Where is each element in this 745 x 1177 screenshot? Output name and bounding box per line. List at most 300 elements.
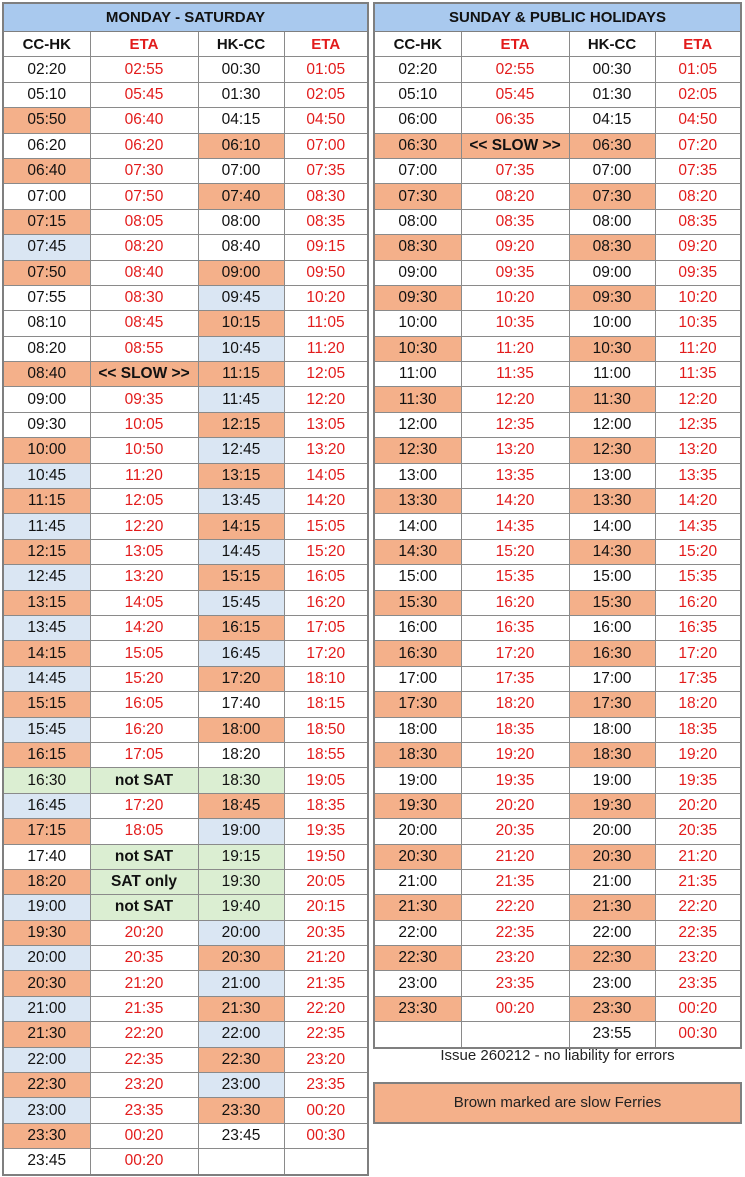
cc-hk-eta: 06:20 xyxy=(90,133,198,158)
hk-cc-departure: 15:00 xyxy=(569,565,655,590)
hk-cc-eta: 12:20 xyxy=(655,387,740,412)
cc-hk-eta: 22:35 xyxy=(90,1047,198,1072)
table-row xyxy=(4,235,367,260)
hk-cc-eta: 13:20 xyxy=(284,438,367,463)
hk-cc-departure: 09:30 xyxy=(569,285,655,310)
hk-cc-departure: 23:55 xyxy=(569,1022,655,1047)
cc-hk-departure: 23:30 xyxy=(375,996,461,1021)
hk-cc-departure: 19:00 xyxy=(569,768,655,793)
cc-hk-eta: 05:45 xyxy=(461,82,569,107)
table-row xyxy=(4,463,367,488)
table-row xyxy=(375,463,740,488)
cc-hk-eta: 17:35 xyxy=(461,666,569,691)
hk-cc-departure: 10:45 xyxy=(198,336,284,361)
cc-hk-departure: 17:40 xyxy=(4,844,90,869)
cc-hk-eta: 00:20 xyxy=(90,1149,198,1174)
cc-hk-departure: 23:00 xyxy=(4,1098,90,1123)
cc-hk-eta: 06:35 xyxy=(461,108,569,133)
table-row xyxy=(375,793,740,818)
cc-hk-departure: 06:30 xyxy=(375,133,461,158)
cc-hk-departure: 18:00 xyxy=(375,717,461,742)
cc-hk-eta: 14:20 xyxy=(90,615,198,640)
hk-cc-eta: 16:05 xyxy=(284,565,367,590)
cc-hk-eta: 00:20 xyxy=(90,1123,198,1148)
cc-hk-eta: 12:05 xyxy=(90,489,198,514)
hk-cc-departure: 22:00 xyxy=(569,920,655,945)
table-row xyxy=(4,996,367,1021)
hk-cc-departure: 18:00 xyxy=(198,717,284,742)
hk-cc-eta: 22:35 xyxy=(284,1022,367,1047)
hk-cc-departure: 11:15 xyxy=(198,362,284,387)
cc-hk-eta: 13:35 xyxy=(461,463,569,488)
cc-hk-departure: 22:30 xyxy=(375,946,461,971)
header-eta: ETA xyxy=(461,32,569,57)
table-row xyxy=(375,971,740,996)
hk-cc-departure: 12:15 xyxy=(198,412,284,437)
cc-hk-eta: 19:20 xyxy=(461,742,569,767)
cc-hk-eta: 18:35 xyxy=(461,717,569,742)
hk-cc-eta: 13:05 xyxy=(284,412,367,437)
cc-hk-departure: 07:50 xyxy=(4,260,90,285)
hk-cc-departure: 12:30 xyxy=(569,438,655,463)
hk-cc-eta: 18:10 xyxy=(284,666,367,691)
table-row xyxy=(375,1022,740,1047)
table-row xyxy=(4,565,367,590)
hk-cc-eta: 17:35 xyxy=(655,666,740,691)
table-row xyxy=(4,717,367,742)
table-row xyxy=(4,1022,367,1047)
weekday-rows xyxy=(4,57,367,1174)
cc-hk-departure: 08:40 xyxy=(4,362,90,387)
hk-cc-eta: 10:35 xyxy=(655,311,740,336)
header-hk-cc: HK-CC xyxy=(198,32,284,57)
table-row xyxy=(4,184,367,209)
cc-hk-eta: 12:20 xyxy=(90,514,198,539)
hk-cc-departure: 18:30 xyxy=(198,768,284,793)
hk-cc-departure: 11:45 xyxy=(198,387,284,412)
hk-cc-eta: 16:20 xyxy=(655,590,740,615)
hk-cc-eta: 18:55 xyxy=(284,742,367,767)
hk-cc-departure: 15:45 xyxy=(198,590,284,615)
cc-hk-departure: 17:00 xyxy=(375,666,461,691)
hk-cc-eta: 17:20 xyxy=(284,641,367,666)
table-row xyxy=(375,82,740,107)
table-row xyxy=(375,641,740,666)
cc-hk-eta: 21:20 xyxy=(90,971,198,996)
table-row xyxy=(4,514,367,539)
table-row xyxy=(4,920,367,945)
hk-cc-departure: 07:40 xyxy=(198,184,284,209)
cc-hk-departure: 05:10 xyxy=(4,82,90,107)
hk-cc-departure: 18:20 xyxy=(198,742,284,767)
hk-cc-eta: 15:35 xyxy=(655,565,740,590)
hk-cc-eta: 19:35 xyxy=(655,768,740,793)
cc-hk-departure: 16:15 xyxy=(4,742,90,767)
table-row xyxy=(375,235,740,260)
hk-cc-departure: 07:00 xyxy=(198,158,284,183)
hk-cc-departure: 06:10 xyxy=(198,133,284,158)
holiday-title: SUNDAY & PUBLIC HOLIDAYS xyxy=(375,4,740,32)
hk-cc-departure: 19:15 xyxy=(198,844,284,869)
cc-hk-eta: 20:20 xyxy=(461,793,569,818)
table-row xyxy=(375,158,740,183)
table-row xyxy=(4,1047,367,1072)
table-row xyxy=(4,666,367,691)
cc-hk-departure: 08:10 xyxy=(4,311,90,336)
hk-cc-departure: 17:00 xyxy=(569,666,655,691)
cc-hk-departure: 19:00 xyxy=(375,768,461,793)
header-eta: ETA xyxy=(90,32,198,57)
cc-hk-departure: 07:00 xyxy=(4,184,90,209)
hk-cc-eta: 11:20 xyxy=(655,336,740,361)
weekday-timetable xyxy=(2,2,369,1176)
table-row xyxy=(4,539,367,564)
hk-cc-eta: 23:20 xyxy=(655,946,740,971)
hk-cc-departure: 19:30 xyxy=(198,869,284,894)
cc-hk-departure: 11:30 xyxy=(375,387,461,412)
cc-hk-departure: 19:30 xyxy=(375,793,461,818)
cc-hk-eta: 14:05 xyxy=(90,590,198,615)
cc-hk-departure: 15:15 xyxy=(4,692,90,717)
hk-cc-eta: 21:35 xyxy=(655,869,740,894)
hk-cc-eta: 21:20 xyxy=(284,946,367,971)
hk-cc-departure: 12:00 xyxy=(569,412,655,437)
table-row xyxy=(4,158,367,183)
hk-cc-departure: 09:00 xyxy=(198,260,284,285)
header-hk-cc: HK-CC xyxy=(569,32,655,57)
cc-hk-eta: 16:20 xyxy=(461,590,569,615)
cc-hk-departure: 22:00 xyxy=(375,920,461,945)
table-row xyxy=(375,489,740,514)
cc-hk-eta: 13:05 xyxy=(90,539,198,564)
cc-hk-departure: 09:00 xyxy=(4,387,90,412)
cc-hk-eta: 02:55 xyxy=(461,57,569,82)
table-row xyxy=(375,133,740,158)
cc-hk-eta: 15:20 xyxy=(90,666,198,691)
table-row xyxy=(375,311,740,336)
cc-hk-eta: 11:20 xyxy=(461,336,569,361)
hk-cc-eta: 14:20 xyxy=(284,489,367,514)
hk-cc-departure: 07:00 xyxy=(569,158,655,183)
hk-cc-departure: 21:00 xyxy=(198,971,284,996)
hk-cc-eta: 14:20 xyxy=(655,489,740,514)
cc-hk-eta: 18:20 xyxy=(461,692,569,717)
cc-hk-eta: 12:35 xyxy=(461,412,569,437)
cc-hk-eta: 07:35 xyxy=(461,158,569,183)
hk-cc-eta: 00:20 xyxy=(655,996,740,1021)
table-row xyxy=(4,641,367,666)
cc-hk-eta: 16:35 xyxy=(461,615,569,640)
hk-cc-departure: 09:00 xyxy=(569,260,655,285)
issue-note: Issue 260212 - no liability for errors xyxy=(440,1047,675,1064)
cc-hk-eta: 13:20 xyxy=(461,438,569,463)
hk-cc-departure: 17:30 xyxy=(569,692,655,717)
table-row xyxy=(4,742,367,767)
table-row xyxy=(375,260,740,285)
table-row xyxy=(375,692,740,717)
table-row xyxy=(375,920,740,945)
hk-cc-departure: 10:15 xyxy=(198,311,284,336)
hk-cc-departure: 04:15 xyxy=(198,108,284,133)
cc-hk-eta: 10:35 xyxy=(461,311,569,336)
cc-hk-departure: 23:45 xyxy=(4,1149,90,1174)
table-row xyxy=(375,615,740,640)
cc-hk-eta: 23:35 xyxy=(90,1098,198,1123)
cc-hk-eta: 20:35 xyxy=(90,946,198,971)
service-note: not SAT xyxy=(90,895,198,920)
cc-hk-departure: 22:00 xyxy=(4,1047,90,1072)
cc-hk-eta: 08:20 xyxy=(90,235,198,260)
hk-cc-eta: 04:50 xyxy=(655,108,740,133)
cc-hk-departure: 10:45 xyxy=(4,463,90,488)
table-row xyxy=(4,1073,367,1098)
cc-hk-eta: 23:20 xyxy=(90,1073,198,1098)
cc-hk-departure: 10:30 xyxy=(375,336,461,361)
hk-cc-eta: 00:20 xyxy=(284,1098,367,1123)
hk-cc-departure: 14:00 xyxy=(569,514,655,539)
hk-cc-eta: 20:35 xyxy=(284,920,367,945)
cc-hk-eta: 19:35 xyxy=(461,768,569,793)
table-row xyxy=(375,895,740,920)
cc-hk-departure: 19:30 xyxy=(4,920,90,945)
hk-cc-eta: 21:35 xyxy=(284,971,367,996)
holiday-rows xyxy=(375,57,740,1047)
cc-hk-eta: 14:35 xyxy=(461,514,569,539)
cc-hk-eta: 09:20 xyxy=(461,235,569,260)
hk-cc-eta: 09:50 xyxy=(284,260,367,285)
table-row xyxy=(4,768,367,793)
hk-cc-departure: 21:00 xyxy=(569,869,655,894)
cc-hk-departure: 17:15 xyxy=(4,819,90,844)
hk-cc-departure: 13:45 xyxy=(198,489,284,514)
hk-cc-departure: 22:30 xyxy=(569,946,655,971)
service-note: << SLOW >> xyxy=(461,133,569,158)
hk-cc-eta: 23:35 xyxy=(655,971,740,996)
hk-cc-eta: 08:35 xyxy=(284,209,367,234)
hk-cc-eta: 11:05 xyxy=(284,311,367,336)
table-row xyxy=(4,438,367,463)
hk-cc-eta: 09:35 xyxy=(655,260,740,285)
hk-cc-eta: 18:50 xyxy=(284,717,367,742)
hk-cc-departure: 22:30 xyxy=(198,1047,284,1072)
table-row xyxy=(4,946,367,971)
weekday-header-row xyxy=(4,32,367,57)
table-row xyxy=(375,57,740,82)
hk-cc-eta: 07:35 xyxy=(655,158,740,183)
cc-hk-eta: 08:05 xyxy=(90,209,198,234)
cc-hk-eta: 21:20 xyxy=(461,844,569,869)
table-row xyxy=(4,412,367,437)
table-row xyxy=(4,819,367,844)
service-note: SAT only xyxy=(90,869,198,894)
hk-cc-departure: 15:15 xyxy=(198,565,284,590)
cc-hk-eta: 18:05 xyxy=(90,819,198,844)
cc-hk-departure: 20:30 xyxy=(375,844,461,869)
table-row xyxy=(375,819,740,844)
cc-hk-departure: 14:00 xyxy=(375,514,461,539)
hk-cc-eta: 17:20 xyxy=(655,641,740,666)
cc-hk-eta: 16:20 xyxy=(90,717,198,742)
hk-cc-eta: 11:20 xyxy=(284,336,367,361)
cc-hk-eta: 16:05 xyxy=(90,692,198,717)
cc-hk-departure: 12:15 xyxy=(4,539,90,564)
hk-cc-eta: 18:15 xyxy=(284,692,367,717)
cc-hk-departure: 16:30 xyxy=(4,768,90,793)
table-row xyxy=(4,133,367,158)
hk-cc-departure: 11:00 xyxy=(569,362,655,387)
table-row xyxy=(4,844,367,869)
table-row xyxy=(375,666,740,691)
hk-cc-eta: 16:35 xyxy=(655,615,740,640)
cc-hk-departure: 07:55 xyxy=(4,285,90,310)
cc-hk-departure: 06:40 xyxy=(4,158,90,183)
cc-hk-departure: 20:00 xyxy=(4,946,90,971)
hk-cc-eta: 20:05 xyxy=(284,869,367,894)
cc-hk-departure xyxy=(375,1022,461,1047)
hk-cc-departure: 10:00 xyxy=(569,311,655,336)
table-row xyxy=(4,590,367,615)
hk-cc-departure: 17:40 xyxy=(198,692,284,717)
cc-hk-departure: 19:00 xyxy=(4,895,90,920)
hk-cc-departure: 10:30 xyxy=(569,336,655,361)
table-row xyxy=(4,336,367,361)
table-row xyxy=(4,362,367,387)
table-row xyxy=(375,412,740,437)
table-row xyxy=(375,742,740,767)
table-row xyxy=(375,717,740,742)
hk-cc-eta: 12:35 xyxy=(655,412,740,437)
hk-cc-eta: 15:20 xyxy=(284,539,367,564)
cc-hk-eta: 00:20 xyxy=(461,996,569,1021)
hk-cc-departure: 23:00 xyxy=(198,1073,284,1098)
header-cc-hk: CC-HK xyxy=(4,32,90,57)
table-row xyxy=(375,438,740,463)
hk-cc-eta: 22:20 xyxy=(284,996,367,1021)
cc-hk-departure: 12:00 xyxy=(375,412,461,437)
hk-cc-departure: 01:30 xyxy=(569,82,655,107)
hk-cc-departure xyxy=(198,1149,284,1174)
table-row xyxy=(375,996,740,1021)
table-row xyxy=(375,285,740,310)
hk-cc-departure: 22:00 xyxy=(198,1022,284,1047)
hk-cc-eta: 19:20 xyxy=(655,742,740,767)
hk-cc-eta: 23:35 xyxy=(284,1073,367,1098)
hk-cc-departure: 08:00 xyxy=(569,209,655,234)
table-row xyxy=(375,565,740,590)
hk-cc-eta: 04:50 xyxy=(284,108,367,133)
cc-hk-eta: 15:35 xyxy=(461,565,569,590)
hk-cc-eta: 15:20 xyxy=(655,539,740,564)
cc-hk-eta: 17:20 xyxy=(461,641,569,666)
cc-hk-departure: 23:30 xyxy=(4,1123,90,1148)
hk-cc-departure: 14:45 xyxy=(198,539,284,564)
holiday-table xyxy=(375,32,740,1047)
table-row xyxy=(4,260,367,285)
cc-hk-eta: 09:35 xyxy=(90,387,198,412)
hk-cc-eta: 08:30 xyxy=(284,184,367,209)
cc-hk-departure: 07:45 xyxy=(4,235,90,260)
cc-hk-departure: 16:00 xyxy=(375,615,461,640)
cc-hk-eta: 08:20 xyxy=(461,184,569,209)
hk-cc-departure: 15:30 xyxy=(569,590,655,615)
table-row xyxy=(375,108,740,133)
table-row xyxy=(4,311,367,336)
hk-cc-departure: 21:30 xyxy=(569,895,655,920)
cc-hk-departure: 09:00 xyxy=(375,260,461,285)
cc-hk-eta: 08:45 xyxy=(90,311,198,336)
hk-cc-departure: 18:30 xyxy=(569,742,655,767)
hk-cc-departure: 16:30 xyxy=(569,641,655,666)
cc-hk-departure: 20:30 xyxy=(4,971,90,996)
cc-hk-departure: 06:20 xyxy=(4,133,90,158)
cc-hk-eta: 14:20 xyxy=(461,489,569,514)
table-row xyxy=(4,387,367,412)
table-row xyxy=(4,615,367,640)
weekday-title: MONDAY - SATURDAY xyxy=(4,4,367,32)
hk-cc-eta: 02:05 xyxy=(655,82,740,107)
cc-hk-departure: 10:00 xyxy=(4,438,90,463)
cc-hk-departure: 23:00 xyxy=(375,971,461,996)
table-row xyxy=(375,387,740,412)
cc-hk-eta xyxy=(461,1022,569,1047)
hk-cc-eta: 17:05 xyxy=(284,615,367,640)
table-row xyxy=(4,895,367,920)
cc-hk-departure: 14:30 xyxy=(375,539,461,564)
cc-hk-departure: 12:30 xyxy=(375,438,461,463)
cc-hk-departure: 14:45 xyxy=(4,666,90,691)
hk-cc-eta: 12:20 xyxy=(284,387,367,412)
hk-cc-departure: 06:30 xyxy=(569,133,655,158)
hk-cc-departure: 18:00 xyxy=(569,717,655,742)
cc-hk-eta: 07:30 xyxy=(90,158,198,183)
hk-cc-eta: 08:35 xyxy=(655,209,740,234)
cc-hk-eta: 22:35 xyxy=(461,920,569,945)
cc-hk-departure: 09:30 xyxy=(375,285,461,310)
hk-cc-departure: 16:45 xyxy=(198,641,284,666)
table-row xyxy=(375,869,740,894)
cc-hk-eta: 20:20 xyxy=(90,920,198,945)
hk-cc-eta: 16:20 xyxy=(284,590,367,615)
table-row xyxy=(375,946,740,971)
slow-ferry-legend: Brown marked are slow Ferries xyxy=(373,1082,742,1124)
cc-hk-departure: 02:20 xyxy=(4,57,90,82)
hk-cc-departure: 08:40 xyxy=(198,235,284,260)
cc-hk-eta: 10:50 xyxy=(90,438,198,463)
cc-hk-departure: 22:30 xyxy=(4,1073,90,1098)
cc-hk-eta: 22:20 xyxy=(90,1022,198,1047)
cc-hk-departure: 13:30 xyxy=(375,489,461,514)
hk-cc-eta: 09:15 xyxy=(284,235,367,260)
service-note: << SLOW >> xyxy=(90,362,198,387)
hk-cc-departure: 19:40 xyxy=(198,895,284,920)
hk-cc-eta: 15:05 xyxy=(284,514,367,539)
cc-hk-eta: 06:40 xyxy=(90,108,198,133)
hk-cc-eta: 10:20 xyxy=(284,285,367,310)
hk-cc-departure: 07:30 xyxy=(569,184,655,209)
hk-cc-departure: 00:30 xyxy=(198,57,284,82)
cc-hk-eta: 20:35 xyxy=(461,819,569,844)
hk-cc-departure: 13:30 xyxy=(569,489,655,514)
cc-hk-eta: 08:40 xyxy=(90,260,198,285)
weekday-table xyxy=(4,32,367,1174)
cc-hk-eta: 22:20 xyxy=(461,895,569,920)
cc-hk-departure: 11:45 xyxy=(4,514,90,539)
cc-hk-departure: 10:00 xyxy=(375,311,461,336)
service-note: not SAT xyxy=(90,768,198,793)
cc-hk-departure: 07:00 xyxy=(375,158,461,183)
cc-hk-eta: 21:35 xyxy=(90,996,198,1021)
cc-hk-eta: 23:20 xyxy=(461,946,569,971)
